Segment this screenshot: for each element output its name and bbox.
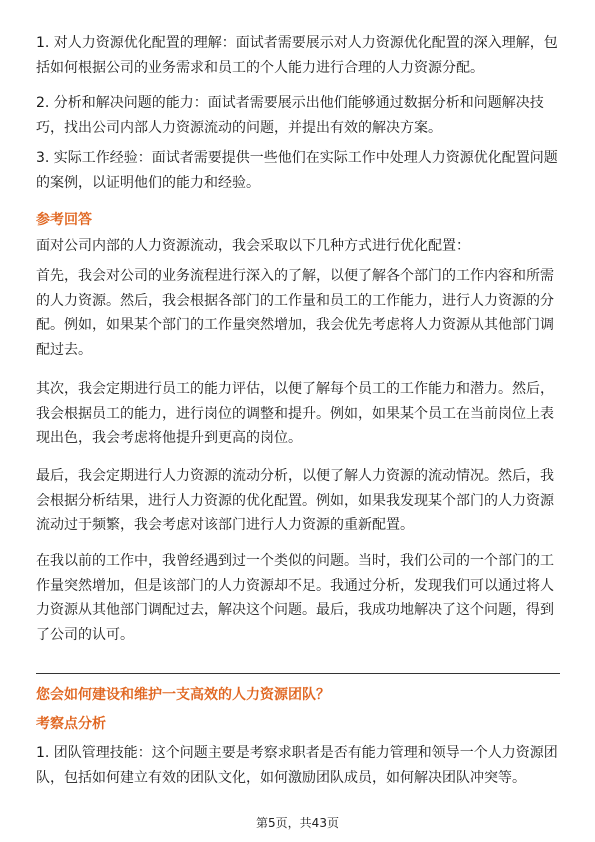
top-point-2: 2. 分析和解决问题的能力：面试者需要展示出他们能够通过数据分析和问题解决技巧，找出公司内部人力资源流动的问题，并提出有效的解决方案。 (36, 95, 544, 136)
answer-paragraph-intro: 面对公司内部的人力资源流动，我会采取以下几种方式进行优化配置： (36, 238, 470, 254)
answer-paragraph-experience: 在我以前的工作中，我曾经遇到过一个类似的问题。当时，我们公司的一个部门的工作量突然增加，但是该部门的人力资源却不足。我通过分析，发现我们可以通过将人力资源从其他部门调配过去，解决这个问题。最后，我成功地解决了这个问题，得到了公司的认可。 (36, 553, 554, 643)
section-divider (36, 673, 560, 674)
top-point-1: 1. 对人力资源优化配置的理解：面试者需要展示对人力资源优化配置的深入理解，包括如何根据公司的业务需求和员工的个人能力进行合理的人力资源分配。 (36, 35, 558, 76)
analysis-point-1: 1. 团队管理技能：这个问题主要是考察求职者是否有能力管理和领导一个人力资源团队，包括如何建立有效的团队文化，如何激励团队成员，如何解决团队冲突等。 (36, 745, 558, 786)
answer-paragraph-last: 最后，我会定期进行人力资源的流动分析，以便了解人力资源的流动情况。然后，我会根据分析结果，进行人力资源的优化配置。例如，如果我发现某个部门的人力资源流动过于频繁，我会考虑对该部门进行人力资源的重新配置。 (36, 468, 554, 533)
page-footer: 第5页，共43页 (256, 816, 339, 830)
answer-paragraph-second: 其次，我会定期进行员工的能力评估，以便了解每个员工的工作能力和潜力。然后，我会根据员工的能力，进行岗位的调整和提升。例如，如果某个员工在当前岗位上表现出色，我会考虑将他提升到更高的岗位。 (36, 381, 554, 446)
top-point-3: 3. 实际工作经验：面试者需要提供一些他们在实际工作中处理人力资源优化配置问题的案例，以证明他们的能力和经验。 (36, 150, 558, 191)
answer-paragraph-first: 首先，我会对公司的业务流程进行深入的了解，以便了解各个部门的工作内容和所需的人力资源。然后，我会根据各部门的工作量和员工的工作能力，进行人力资源的分配。例如，如果某个部门的工作量突然增加，我会优先考虑将人力资源从其他部门调配过去。 (36, 268, 554, 358)
reference-answer-heading: 参考回答 (36, 212, 92, 228)
question-heading: 您会如何建设和维护一支高效的人力资源团队？ (36, 687, 330, 703)
analysis-heading: 考察点分析 (36, 716, 106, 732)
